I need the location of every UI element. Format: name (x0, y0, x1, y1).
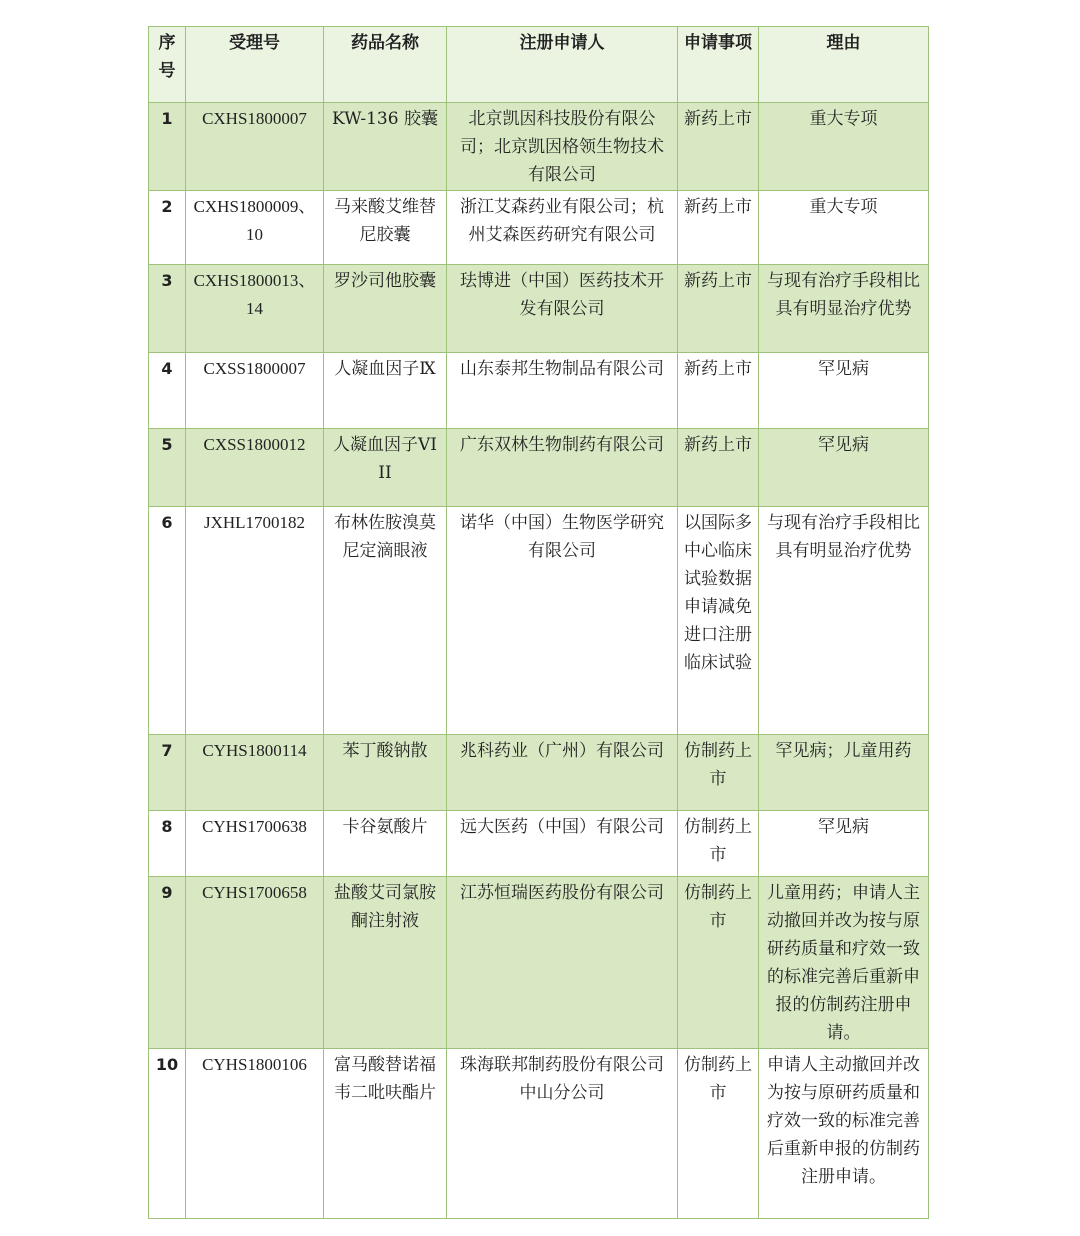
table-row (149, 1049, 929, 1219)
cell-seq: 9 (149, 877, 186, 1049)
table-header-row (149, 27, 929, 103)
cell-application-item: 仿制药上市 (678, 735, 759, 811)
cell-drug-name: 富马酸替诺福韦二吡呋酯片 (324, 1049, 447, 1219)
cell-drug-name: KW-136 胶囊 (324, 103, 447, 191)
cell-accept-no: CYHS1700658 (186, 877, 324, 1049)
table-row (149, 429, 929, 507)
cell-drug-name: 马来酸艾维替尼胶囊 (324, 191, 447, 265)
cell-accept-no: CXHS1800009、10 (186, 191, 324, 265)
cell-application-item: 新药上市 (678, 265, 759, 353)
table-row (149, 265, 929, 353)
cell-application-item: 仿制药上市 (678, 877, 759, 1049)
cell-accept-no: CXSS1800012 (186, 429, 324, 507)
cell-application-item: 新药上市 (678, 429, 759, 507)
cell-applicant: 北京凯因科技股份有限公司；北京凯因格领生物技术有限公司 (447, 103, 678, 191)
cell-seq: 8 (149, 811, 186, 877)
table-row (149, 877, 929, 1049)
cell-reason: 罕见病 (759, 811, 929, 877)
table-row (149, 353, 929, 429)
header-seq: 序号 (149, 27, 186, 103)
cell-drug-name: 苯丁酸钠散 (324, 735, 447, 811)
cell-applicant: 珠海联邦制药股份有限公司中山分公司 (447, 1049, 678, 1219)
document-page (148, 26, 928, 1219)
cell-application-item: 新药上市 (678, 353, 759, 429)
cell-drug-name: 布林佐胺溴莫尼定滴眼液 (324, 507, 447, 735)
cell-accept-no: CYHS1700638 (186, 811, 324, 877)
header-reason: 理由 (759, 27, 929, 103)
cell-applicant: 远大医药（中国）有限公司 (447, 811, 678, 877)
table-row (149, 191, 929, 265)
cell-seq: 1 (149, 103, 186, 191)
header-drug-name: 药品名称 (324, 27, 447, 103)
cell-drug-name: 卡谷氨酸片 (324, 811, 447, 877)
cell-applicant: 广东双林生物制药有限公司 (447, 429, 678, 507)
cell-seq: 4 (149, 353, 186, 429)
cell-reason: 与现有治疗手段相比具有明显治疗优势 (759, 507, 929, 735)
header-accept-no: 受理号 (186, 27, 324, 103)
cell-application-item: 仿制药上市 (678, 1049, 759, 1219)
table-row (149, 103, 929, 191)
cell-accept-no: CYHS1800114 (186, 735, 324, 811)
table-row (149, 735, 929, 811)
cell-reason: 与现有治疗手段相比具有明显治疗优势 (759, 265, 929, 353)
drug-priority-review-table (148, 26, 929, 1219)
cell-accept-no: CXHS1800007 (186, 103, 324, 191)
cell-reason: 儿童用药；申请人主动撤回并改为按与原研药质量和疗效一致的标准完善后重新申报的仿制药注册申请。 (759, 877, 929, 1049)
cell-reason: 罕见病 (759, 353, 929, 429)
cell-application-item: 仿制药上市 (678, 811, 759, 877)
cell-reason: 申请人主动撤回并改为按与原研药质量和疗效一致的标准完善后重新申报的仿制药注册申请。 (759, 1049, 929, 1219)
cell-drug-name: 人凝血因子VIII (324, 429, 447, 507)
cell-applicant: 诺华（中国）生物医学研究有限公司 (447, 507, 678, 735)
table-row (149, 507, 929, 735)
cell-reason: 罕见病 (759, 429, 929, 507)
header-applicant: 注册申请人 (447, 27, 678, 103)
cell-seq: 6 (149, 507, 186, 735)
cell-seq: 10 (149, 1049, 186, 1219)
cell-applicant: 兆科药业（广州）有限公司 (447, 735, 678, 811)
cell-applicant: 山东泰邦生物制品有限公司 (447, 353, 678, 429)
cell-application-item: 以国际多中心临床试验数据申请减免进口注册临床试验 (678, 507, 759, 735)
cell-accept-no: CXHS1800013、14 (186, 265, 324, 353)
cell-application-item: 新药上市 (678, 191, 759, 265)
header-application-item: 申请事项 (678, 27, 759, 103)
cell-application-item: 新药上市 (678, 103, 759, 191)
cell-reason: 重大专项 (759, 103, 929, 191)
cell-drug-name: 盐酸艾司氯胺酮注射液 (324, 877, 447, 1049)
cell-accept-no: CYHS1800106 (186, 1049, 324, 1219)
cell-applicant: 珐博进（中国）医药技术开发有限公司 (447, 265, 678, 353)
cell-reason: 罕见病；儿童用药 (759, 735, 929, 811)
table-row (149, 811, 929, 877)
cell-seq: 2 (149, 191, 186, 265)
cell-drug-name: 人凝血因子Ⅸ (324, 353, 447, 429)
cell-seq: 5 (149, 429, 186, 507)
cell-accept-no: JXHL1700182 (186, 507, 324, 735)
cell-applicant: 浙江艾森药业有限公司；杭州艾森医药研究有限公司 (447, 191, 678, 265)
cell-drug-name: 罗沙司他胶囊 (324, 265, 447, 353)
cell-accept-no: CXSS1800007 (186, 353, 324, 429)
cell-applicant: 江苏恒瑞医药股份有限公司 (447, 877, 678, 1049)
cell-reason: 重大专项 (759, 191, 929, 265)
cell-seq: 7 (149, 735, 186, 811)
cell-seq: 3 (149, 265, 186, 353)
